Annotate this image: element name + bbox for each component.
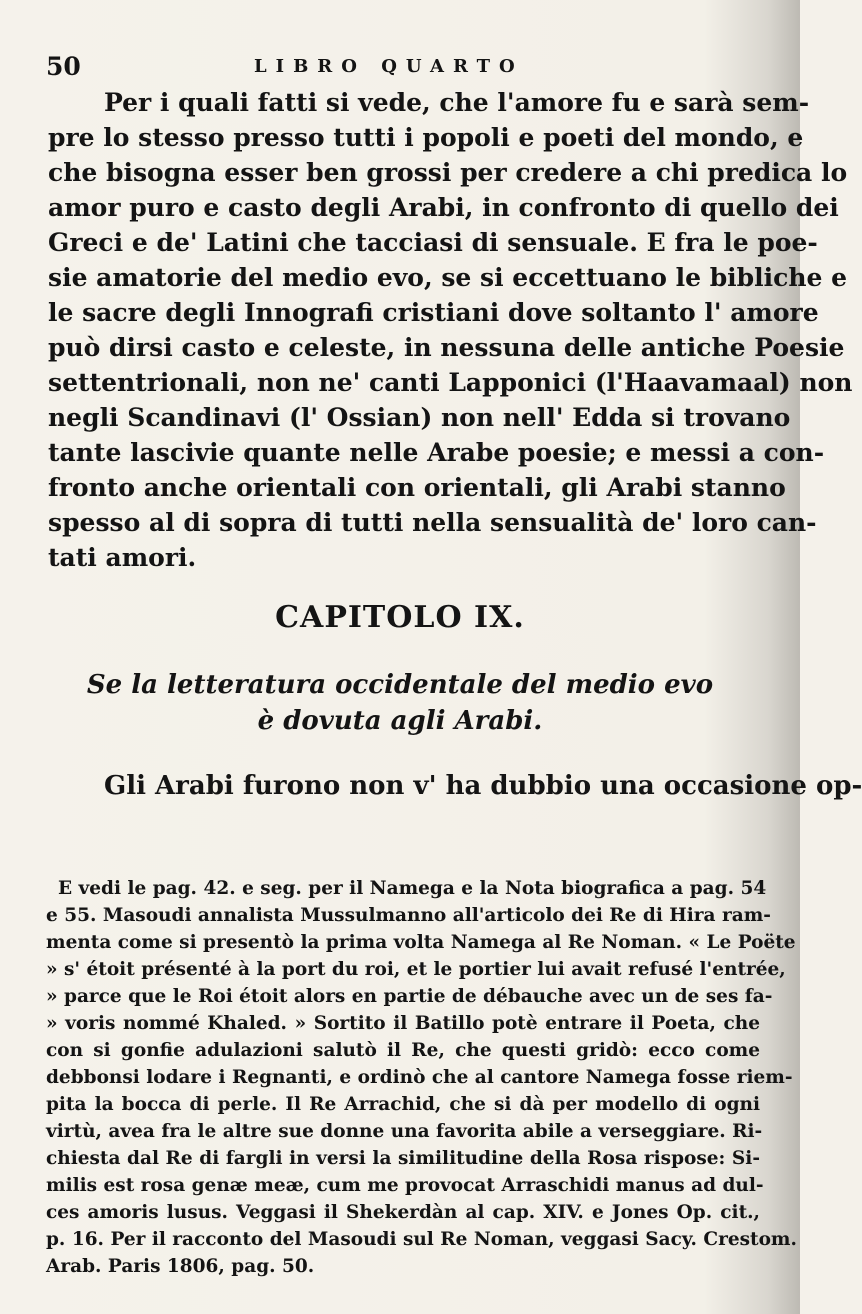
text-line: negli Scandinavi (l' Ossian) non nell' Edda si trovano <box>48 403 791 432</box>
footnote-line: milis est rosa genæ meæ, cum me provocat Arraschidi manus ad dul- <box>46 1175 764 1196</box>
footnote-line: debbonsi lodare i Regnanti, e ordinò che al cantore Namega fosse riem- <box>46 1067 793 1088</box>
footnote-line: pita la bocca di perle. Il Re Arrachid, che si dà per modello di ogni <box>46 1094 760 1115</box>
text-line: le sacre degli Innografi cristiani dove soltanto l' amore <box>48 298 819 327</box>
footnote-line: chiesta dal Re di fargli in versi la similitudine della Rosa rispose: Si- <box>46 1148 760 1169</box>
footnote-line: » voris nommé Khaled. » Sortito il Batillo potè entrare il Poeta, che <box>46 1013 760 1034</box>
footnote-line: p. 16. Per il racconto del Masoudi sul Re Noman, veggasi Sacy. Crestom. <box>46 1229 797 1250</box>
text-line: che bisogna esser ben grossi per credere a chi predica lo <box>48 158 848 187</box>
text-line: Per i quali fatti si vede, che l'amore fu e sarà sem- <box>104 88 810 117</box>
footnote-line: e 55. Masoudi annalista Mussulmanno all'articolo dei Re di Hira ram- <box>46 905 771 926</box>
footnote-line: » s' étoit présenté à la port du roi, et le portier lui avait refusé l'entrée, <box>46 959 786 980</box>
text-line: pre lo stesso presso tutti i popoli e poeti del mondo, e <box>48 123 804 152</box>
text-line: Greci e de' Latini che tacciasi di sensuale. E fra le poe- <box>48 228 818 257</box>
chapter-subtitle-line-1: Se la letteratura occidentale del medio evo <box>86 670 714 700</box>
text-line: tati amori. <box>48 543 197 572</box>
text-line: può dirsi casto e celeste, in nessuna delle antiche Poesie <box>48 333 845 362</box>
footnote-line: virtù, avea fra le altre sue donne una favorita abile a verseggiare. Ri- <box>46 1121 763 1142</box>
footnote-line: ces amoris lusus. Veggasi il Shekerdàn al cap. XIV. e Jones Op. cit., <box>46 1202 760 1223</box>
text-line: fronto anche orientali con orientali, gli Arabi stanno <box>48 473 786 502</box>
footnote-line: menta come si presentò la prima volta Namega al Re Noman. « Le Poëte <box>46 932 796 953</box>
chapter-subtitle-line-2: è dovuta agli Arabi. <box>257 706 543 736</box>
paragraph-2: Gli Arabi furono non v' ha dubbio una occasione op- <box>104 771 862 801</box>
footnote-line: con si gonfie adulazioni salutò il Re, che questi gridò: ecco come <box>46 1040 760 1061</box>
footnote-line: Arab. Paris 1806, pag. 50. <box>46 1256 315 1277</box>
footnote-line: » parce que le Roi étoit alors en partie de débauche avec un de ses fa- <box>46 986 773 1007</box>
footnote-line: E vedi le pag. 42. e seg. per il Namega e la Nota biografica a pag. 54 <box>58 878 767 899</box>
text-line: amor puro e casto degli Arabi, in confronto di quello dei <box>48 193 839 222</box>
page-header <box>46 52 746 86</box>
running-head: LIBRO QUARTO <box>254 56 524 77</box>
page-number: 50 <box>46 52 81 81</box>
text-line: tante lascivie quante nelle Arabe poesie; e messi a con- <box>48 438 825 467</box>
text-line: spesso al di sopra di tutti nella sensualità de' loro can- <box>48 508 817 537</box>
text-line: sie amatorie del medio evo, se si eccettuano le bibliche e <box>48 263 848 292</box>
text-line: settentrionali, non ne' canti Lapponici (l'Haavamaal) non <box>48 368 853 397</box>
chapter-title: CAPITOLO IX. <box>275 600 525 635</box>
